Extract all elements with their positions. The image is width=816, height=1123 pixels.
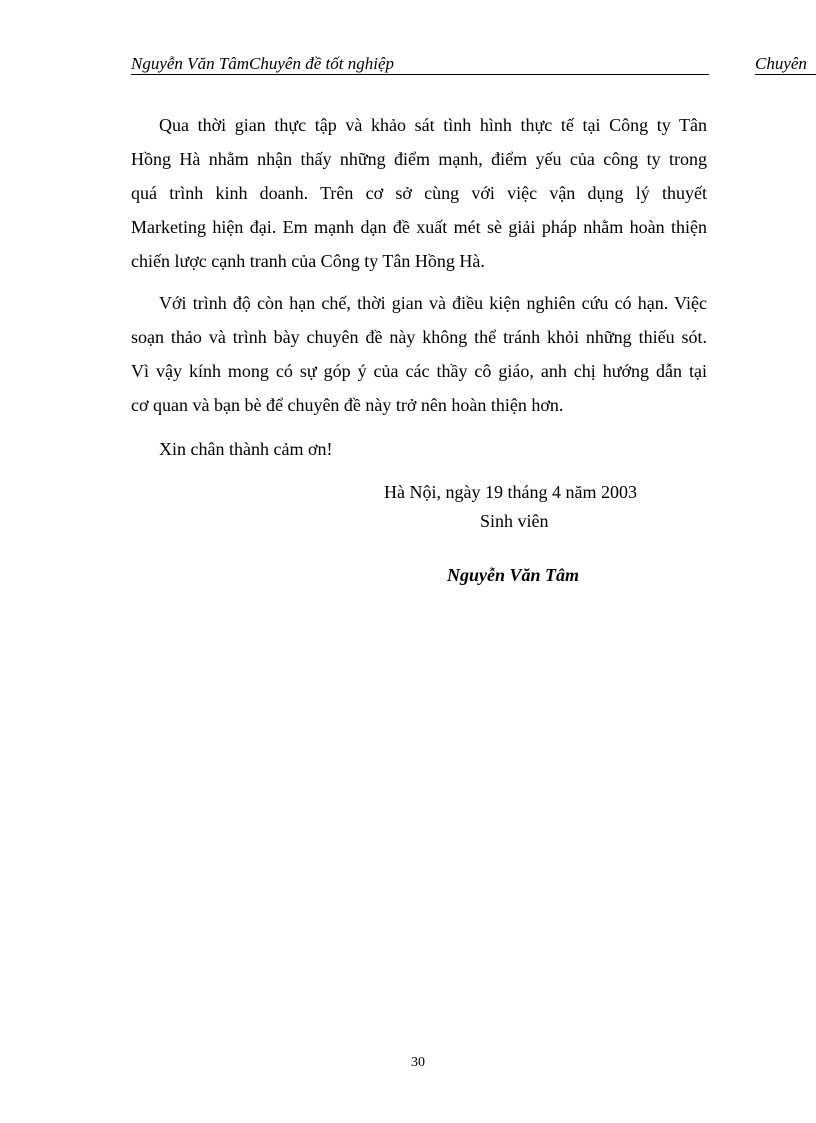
paragraph-2-line-4: cơ quan và bạn bè để chuyên đề này trở nên hoàn thiện hơn. bbox=[131, 395, 564, 415]
paragraph-1-line-4: Marketing hiện đại. Em mạnh dạn đề xuất mét sè giải pháp nhằm hoàn thiện bbox=[131, 217, 707, 237]
paragraph-2-line-3: Vì vậy kính mong có sự góp ý của các thầy cô giáo, anh chị hướng dẫn tại bbox=[131, 361, 707, 381]
signature-place-date: Hà Nội, ngày 19 tháng 4 năm 2003 bbox=[384, 482, 637, 502]
signature-name: Nguyễn Văn Tâm bbox=[447, 565, 580, 585]
paragraph-1-line-1: Qua thời gian thực tập và khảo sát tình hình thực tế tại Công ty Tân bbox=[159, 115, 707, 135]
paragraph-1-line-2: Hồng Hà nhằm nhận thấy những điểm mạnh, điểm yếu của công ty trong bbox=[131, 149, 707, 169]
paragraph-2-line-1: Với trình độ còn hạn chế, thời gian và điều kiện nghiên cứu có hạn. Việc bbox=[159, 293, 707, 313]
signature-role: Sinh viên bbox=[480, 511, 549, 531]
running-header-right: Chuyên bbox=[755, 54, 816, 75]
paragraph-1-line-5: chiến lược cạnh tranh của Công ty Tân Hồng Hà. bbox=[131, 251, 485, 271]
paragraph-1 bbox=[131, 108, 707, 278]
paragraph-2-line-2: soạn thảo và trình bày chuyên đề này không thể tránh khỏi những thiếu sót. bbox=[131, 327, 707, 347]
page-number: 30 bbox=[411, 1055, 425, 1070]
thanks-line: Xin chân thành cảm ơn! bbox=[159, 439, 333, 459]
paragraph-1-line-3: quá trình kinh doanh. Trên cơ sở cùng với việc vận dụng lý thuyết bbox=[131, 183, 707, 203]
running-header-left: Nguyễn Văn TâmChuyên đề tốt nghiệp bbox=[131, 54, 709, 75]
paragraph-2 bbox=[131, 286, 707, 422]
